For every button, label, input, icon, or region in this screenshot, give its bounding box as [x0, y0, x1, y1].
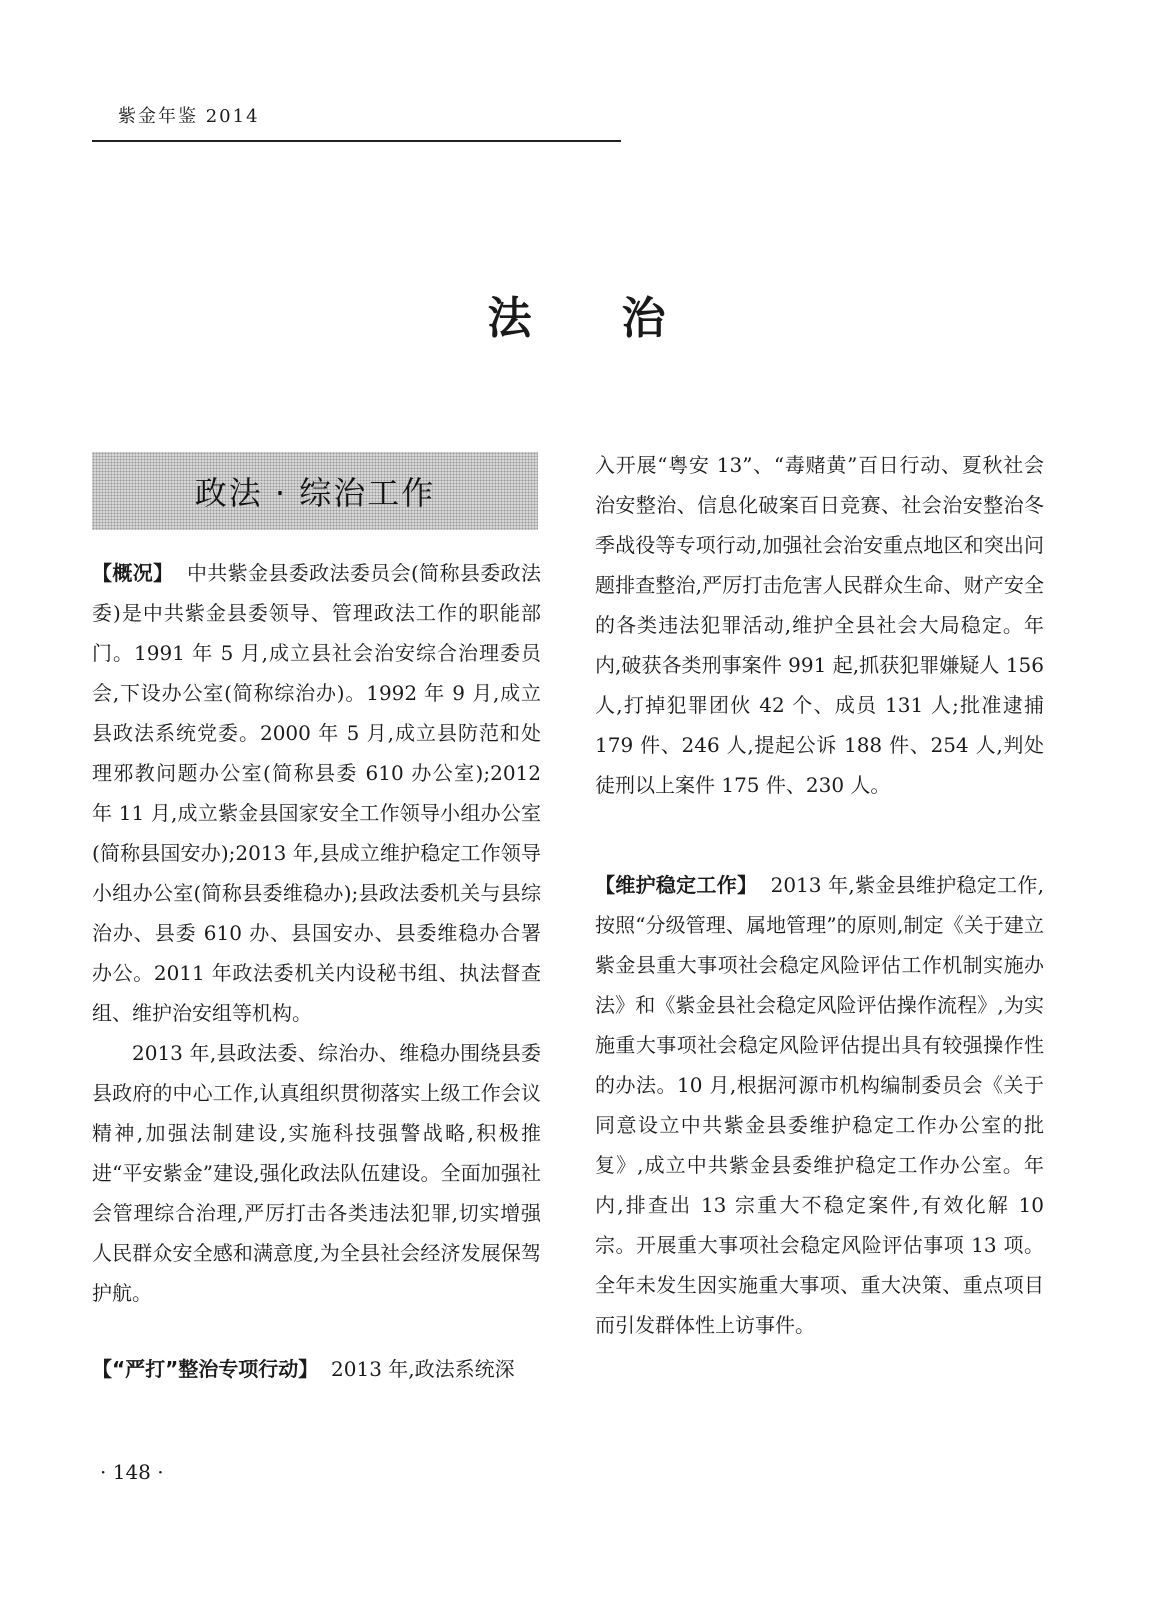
overview-paragraph-2: 2013 年,县政法委、综治办、维稳办围绕县委县政府的中心工作,认真组织贯彻落实上级工作会议精神,加强法制建设,实施科技强警战略,积极推进“平安紫金”建设,强化政法队伍建设。全面加强社会管理综合治理,严厉打击各类违法犯罪,切实增强人民群众安全感和满意度,为全县社会经济发展保驾护航。 [92, 1041, 541, 1305]
strike-paragraph-start [92, 1349, 541, 1389]
running-head: 紫金年鉴 2014 [118, 106, 260, 127]
section-title: 政法 · 综治工作 [194, 474, 436, 512]
strike-paragraph-continued: 入开展“粤安 13”、“毒赌黄”百日行动、夏秋社会治安整治、信息化破案百日竞赛、社会治安整治冬季战役等专项行动,加强社会治安重点地区和突出问题排查整治,严厉打击危害人民群众生命、财产安全的各类违法犯罪活动,维护全县社会大局稳定。年内,破获各类刑事案件 991 起,抓获犯罪嫌疑人 156 人,打掉犯罪团伙 42 个、成员 131 人;批准逮捕 179 件、246 人,提起公诉 188 件、254 人,判处徒刑以上案件 175 件、230 人。 [595, 453, 1044, 797]
stability-paragraph [595, 865, 1044, 1345]
overview-tag: 【概况】 [92, 561, 174, 585]
stability-text: 2013 年,紫金县维护稳定工作,按照“分级管理、属地管理”的原则,制定《关于建立紫金县重大事项社会稳定风险评估工作机制实施办法》和《紫金县社会稳定风险评估操作流程》,为实施重大事项社会稳定风险评估提出具有较强操作性的办法。10 月,根据河源市机构编制委员会《关于同意设立中共紫金县委维护稳定工作办公室的批复》,成立中共紫金县委维护稳定工作办公室。年内,排查出 13 宗重大不稳定案件,有效化解 10 宗。开展重大事项社会稳定风险评估事项 13 项。全年未发生因实施重大事项、重大决策、重点项目而引发群体性上访事件。 [595, 873, 1044, 1337]
overview-paragraph [92, 553, 541, 1033]
right-column [595, 445, 1044, 1345]
chapter-title: 法治 [487, 293, 756, 344]
page-number: · 148 · [100, 1460, 164, 1484]
stability-tag: 【维护稳定工作】 [595, 873, 758, 897]
header-rule [92, 140, 621, 142]
strike-text-start: 2013 年,政法系统深 [331, 1357, 515, 1381]
overview-text: 中共紫金县委政法委员会(简称县委政法委)是中共紫金县委领导、管理政法工作的职能部门。1991 年 5 月,成立县社会治安综合治理委员会,下设办公室(简称综治办)。1992 年 9 月,成立县政法系统党委。2000 年 5 月,成立县防范和处理邪教问题办公室(简称县委 610 办公室);2012 年 11 月,成立紫金县国家安全工作领导小组办公室(简称县国安办);2013 年,县成立维护稳定工作领导小组办公室(简称县委维稳办);县政法委机关与县综治办、县委 610 办、县国安办、县委维稳办合署办公。2011 年政法委机关内设秘书组、执法督查组、维护治安组等机构。 [92, 561, 541, 1025]
section-banner [92, 452, 538, 530]
left-column [92, 553, 541, 1389]
strike-tag: 【“严打”整治专项行动】 [92, 1357, 319, 1381]
